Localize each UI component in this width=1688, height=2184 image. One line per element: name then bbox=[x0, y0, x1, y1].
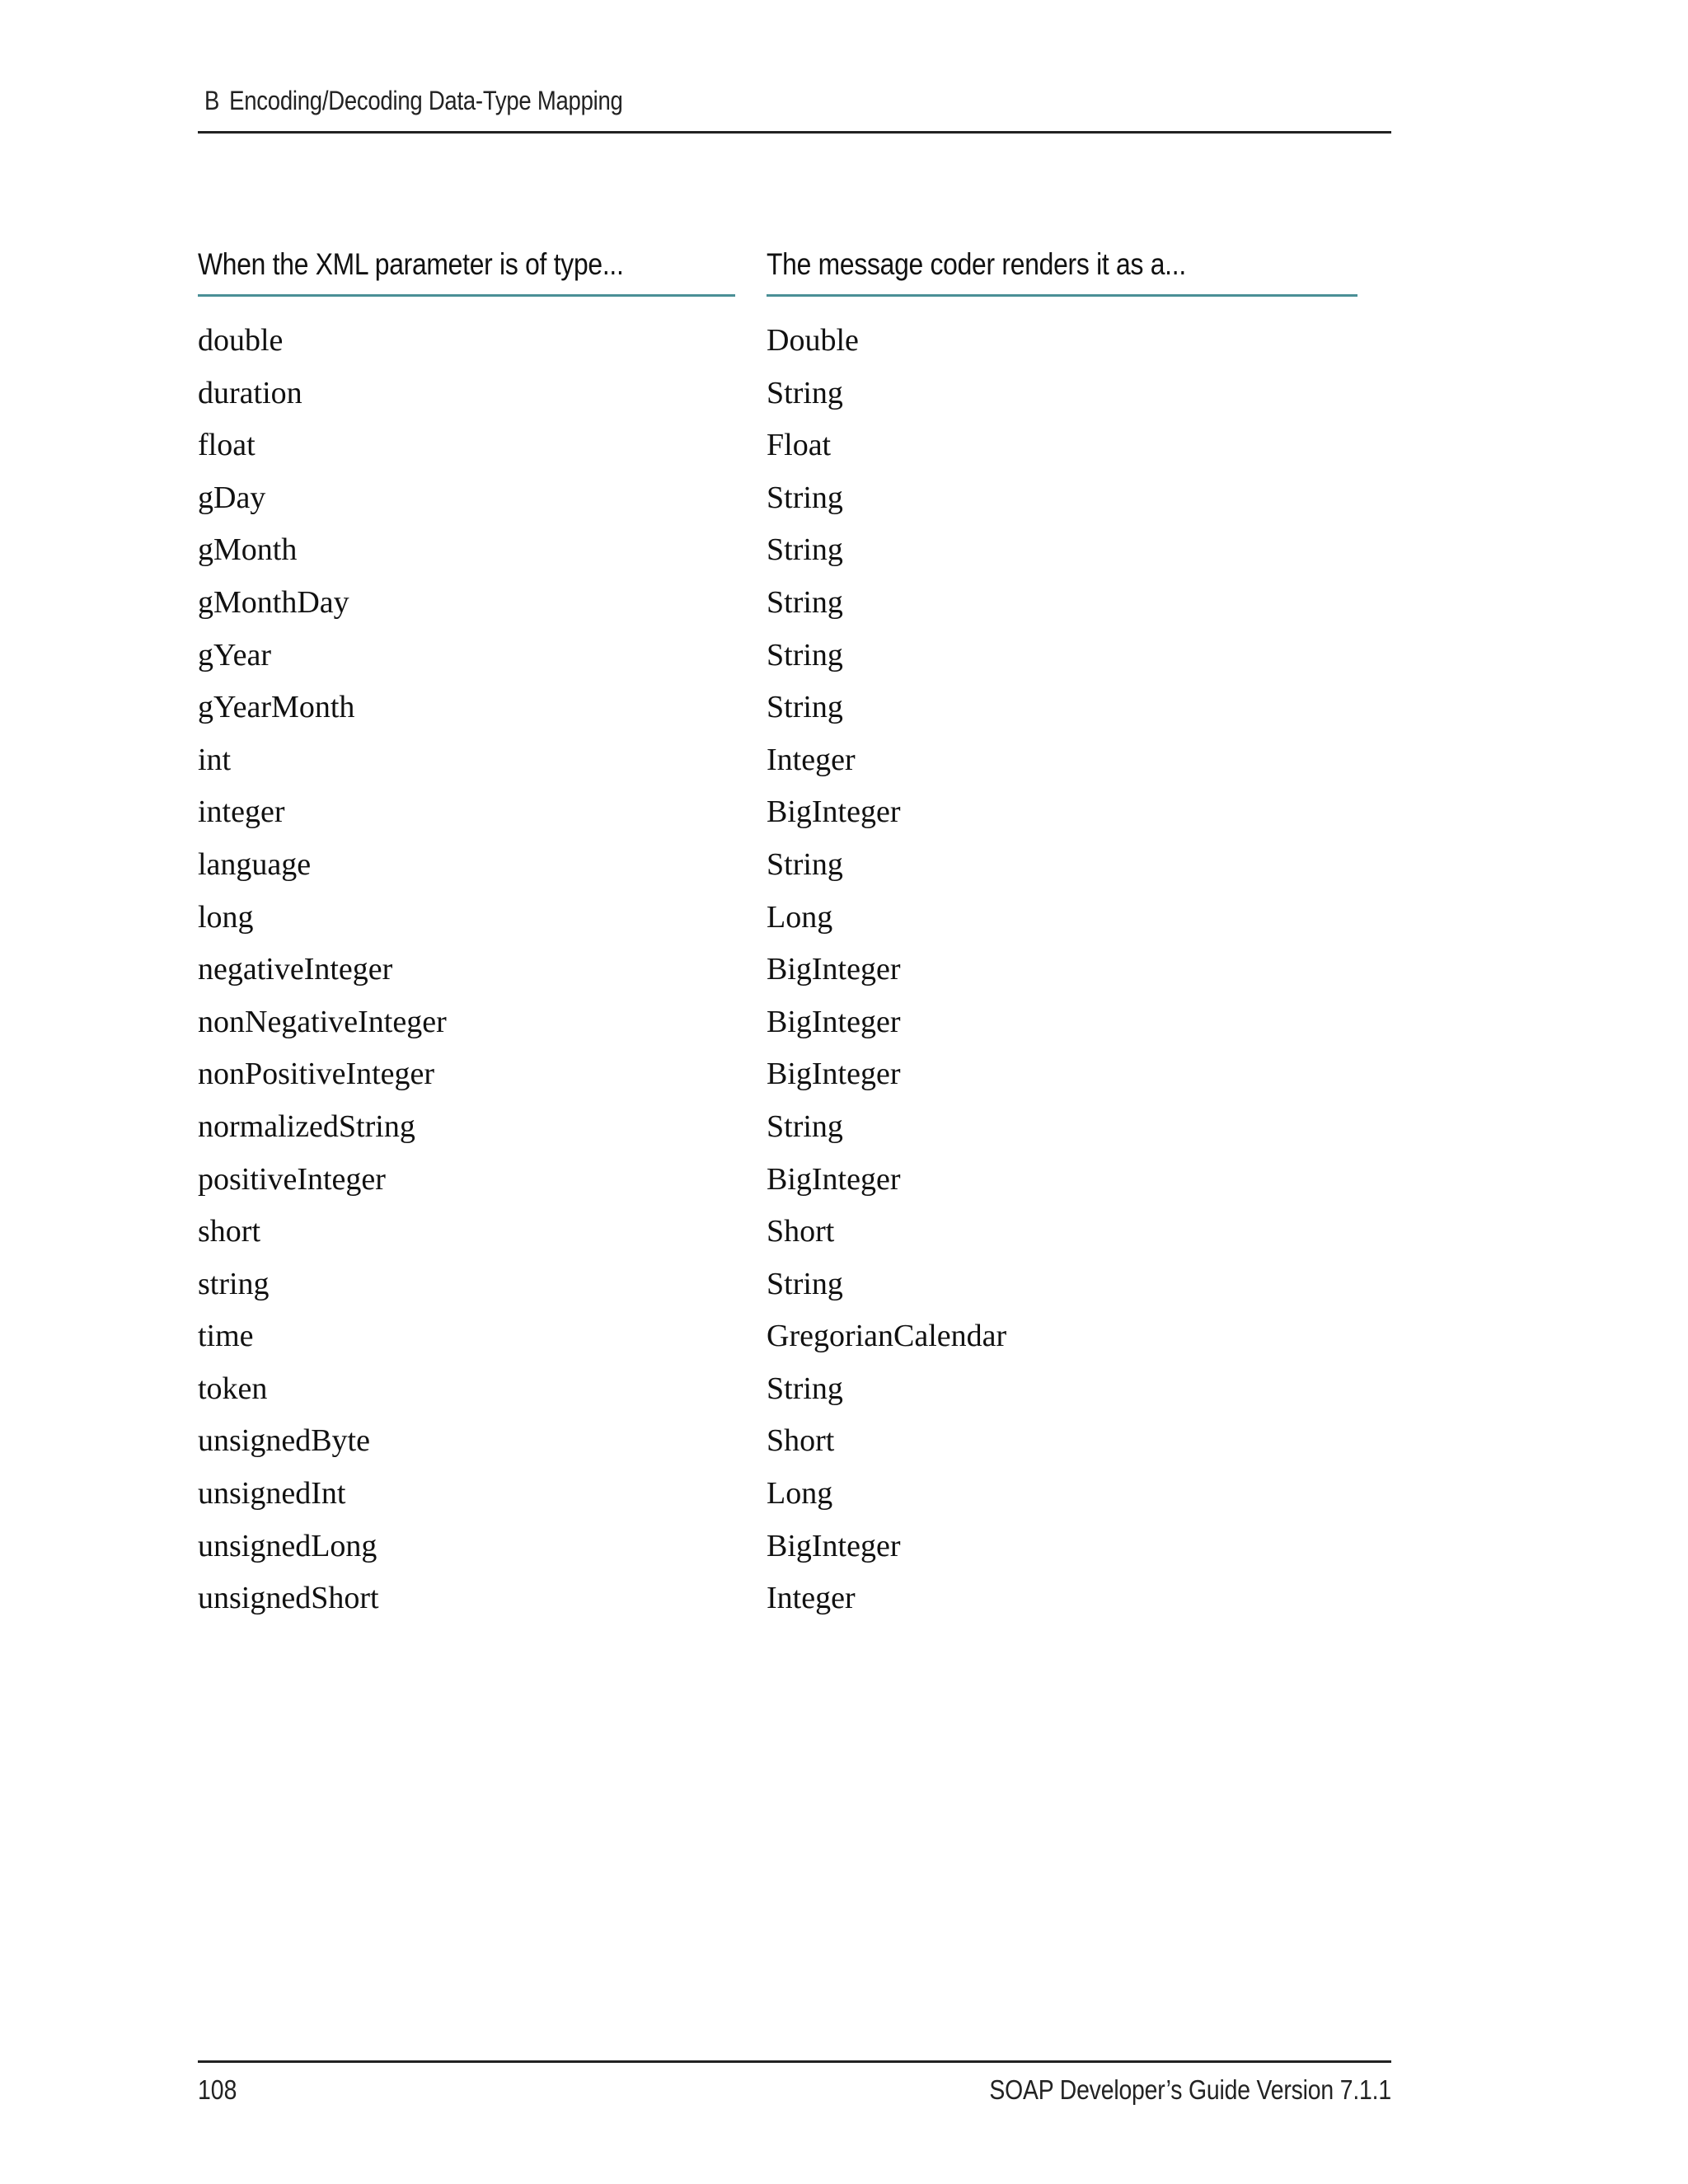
xml-type-cell: gYearMonth bbox=[198, 690, 355, 725]
xml-type-cell: nonPositiveInteger bbox=[198, 1057, 435, 1092]
table-row bbox=[198, 577, 1368, 630]
xml-type-cell: unsignedLong bbox=[198, 1528, 377, 1563]
running-footer bbox=[198, 2060, 1391, 2105]
xml-type-cell: long bbox=[198, 899, 254, 935]
xml-type-cell: gDay bbox=[198, 480, 266, 515]
table-row bbox=[198, 786, 1368, 839]
rendered-as-cell: String bbox=[767, 1108, 843, 1144]
xml-type-cell: duration bbox=[198, 375, 302, 410]
xml-type-cell: positiveInteger bbox=[198, 1161, 386, 1197]
rendered-as-cell: Integer bbox=[767, 742, 856, 777]
xml-type-cell: unsignedInt bbox=[198, 1476, 346, 1511]
table-row bbox=[198, 944, 1368, 996]
table-row bbox=[198, 1468, 1368, 1521]
rendered-as-cell: Integer bbox=[767, 1581, 856, 1616]
rendered-as-cell: String bbox=[767, 637, 843, 673]
table-row bbox=[198, 1363, 1368, 1416]
table-row bbox=[198, 682, 1368, 734]
table-row bbox=[198, 734, 1368, 787]
rendered-as-cell: Short bbox=[767, 1214, 835, 1249]
table-row bbox=[198, 315, 1368, 368]
rendered-as-cell: String bbox=[767, 480, 843, 515]
rendered-as-cell: Long bbox=[767, 899, 833, 935]
xml-type-cell: nonNegativeInteger bbox=[198, 1004, 447, 1039]
table-row bbox=[198, 996, 1368, 1049]
table-row bbox=[198, 524, 1368, 577]
table-row bbox=[198, 1310, 1368, 1363]
page-number: 108 bbox=[198, 2074, 237, 2105]
table-body bbox=[198, 315, 1368, 1625]
xml-type-cell: unsignedShort bbox=[198, 1581, 379, 1616]
table-row bbox=[198, 472, 1368, 525]
section-label: B bbox=[204, 86, 220, 115]
column-header-xml-type bbox=[198, 247, 735, 297]
rendered-as-cell: String bbox=[767, 1371, 843, 1406]
table-row bbox=[198, 1101, 1368, 1154]
xml-type-cell: float bbox=[198, 428, 256, 463]
rendered-as-cell: BigInteger bbox=[767, 1528, 901, 1563]
column-header-rendered-as bbox=[767, 247, 1357, 297]
xml-type-cell: gYear bbox=[198, 637, 272, 673]
xml-type-cell: language bbox=[198, 846, 312, 882]
rendered-as-cell: String bbox=[767, 375, 843, 410]
rendered-as-cell: String bbox=[767, 532, 843, 568]
rendered-as-cell: Long bbox=[767, 1476, 833, 1511]
table-row bbox=[198, 368, 1368, 420]
section-title: Encoding/Decoding Data-Type Mapping bbox=[229, 86, 623, 115]
table-row bbox=[198, 1572, 1368, 1625]
xml-type-cell: double bbox=[198, 323, 284, 358]
xml-type-cell: normalizedString bbox=[198, 1108, 415, 1144]
xml-type-cell: int bbox=[198, 742, 232, 777]
xml-type-cell: negativeInteger bbox=[198, 952, 393, 987]
table-row bbox=[198, 1415, 1368, 1468]
running-header bbox=[198, 84, 1391, 134]
xml-type-cell: integer bbox=[198, 794, 285, 830]
rendered-as-cell: Float bbox=[767, 428, 832, 463]
rendered-as-cell: String bbox=[767, 690, 843, 725]
rendered-as-cell: Double bbox=[767, 323, 859, 358]
table-row bbox=[198, 1521, 1368, 1573]
table-row bbox=[198, 1154, 1368, 1207]
table-row bbox=[198, 1258, 1368, 1311]
rendered-as-cell: BigInteger bbox=[767, 952, 901, 987]
xml-type-cell: unsignedByte bbox=[198, 1423, 370, 1459]
rendered-as-cell: String bbox=[767, 846, 843, 882]
table-row bbox=[198, 419, 1368, 472]
rendered-as-cell: BigInteger bbox=[767, 794, 901, 830]
table-row bbox=[198, 892, 1368, 944]
xml-type-cell: short bbox=[198, 1214, 260, 1249]
xml-type-cell: token bbox=[198, 1371, 268, 1406]
table-row bbox=[198, 630, 1368, 682]
column-header-rendered-as-label: The message coder renders it as a... bbox=[767, 247, 1186, 281]
rendered-as-cell: String bbox=[767, 1266, 843, 1301]
table-row bbox=[198, 1206, 1368, 1258]
document-title: SOAP Developer’s Guide Version 7.1.1 bbox=[989, 2074, 1391, 2105]
rendered-as-cell: Short bbox=[767, 1423, 835, 1459]
rendered-as-cell: BigInteger bbox=[767, 1057, 901, 1092]
rendered-as-cell: BigInteger bbox=[767, 1161, 901, 1197]
xml-type-cell: string bbox=[198, 1266, 270, 1301]
xml-type-cell: gMonth bbox=[198, 532, 298, 568]
rendered-as-cell: GregorianCalendar bbox=[767, 1319, 1007, 1354]
rendered-as-cell: String bbox=[767, 584, 843, 620]
xml-type-cell: time bbox=[198, 1319, 254, 1354]
table-row bbox=[198, 839, 1368, 892]
table-row bbox=[198, 1048, 1368, 1101]
column-header-xml-type-label: When the XML parameter is of type... bbox=[198, 247, 624, 281]
rendered-as-cell: BigInteger bbox=[767, 1004, 901, 1039]
xml-type-cell: gMonthDay bbox=[198, 584, 349, 620]
header-text bbox=[204, 86, 623, 116]
